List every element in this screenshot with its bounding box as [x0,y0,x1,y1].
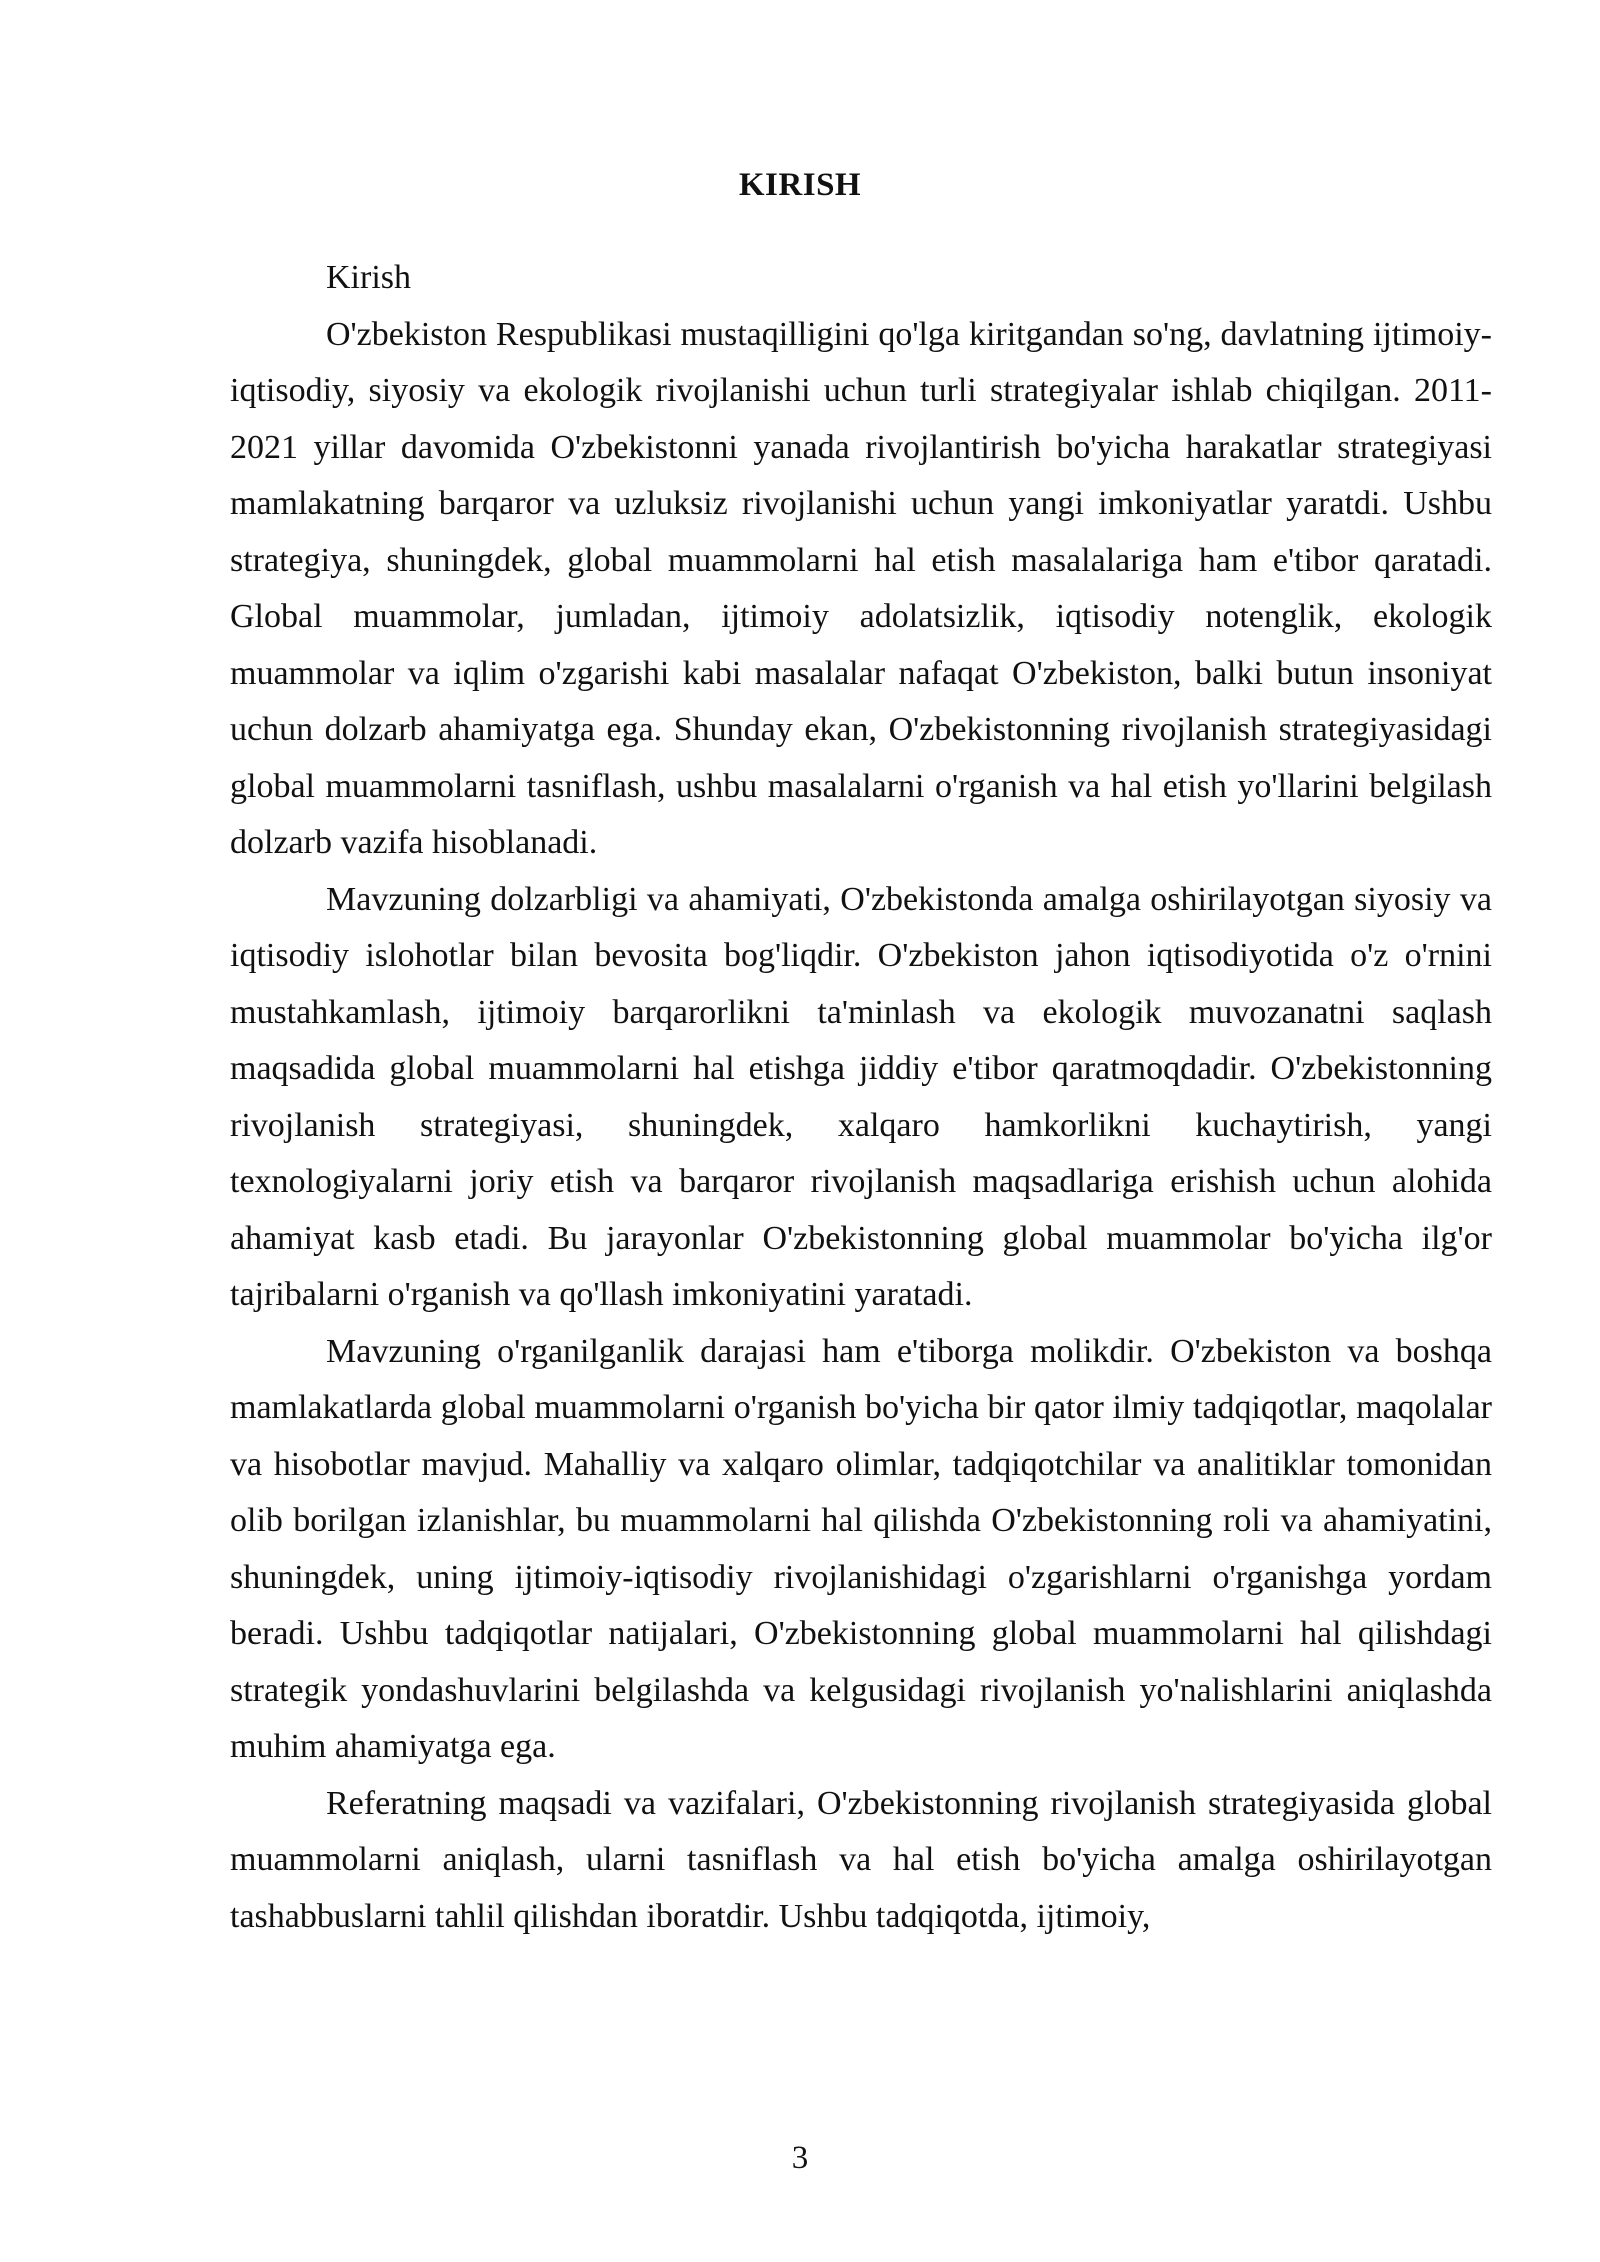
paragraph-relevance: Mavzuning dolzarbligi va ahamiyati, O'zbekistonda amalga oshirilayotgan siyosiy va iqtisodiy islohotlar bilan bevosita bog'liqdir. O'zbekiston jahon iqtisodiyotida o'z o'rnini mustahkamlash, ijtimoiy barqarorlikni ta'minlash va ekologik muvozanatni saqlash maqsadida global muammolarni hal etishga jiddiy e'tibor qaratmoqdadir. O'zbekistonning rivojlanish strategiyasi, shuningdek, xalqaro hamkorlikni kuchaytirish, yangi texnologiyalarni joriy etish va barqaror rivojlanish maqsadlariga erishish uchun alohida ahamiyat kasb etadi. Bu jarayonlar O'zbekistonning global muammolar bo'yicha ilg'or tajribalarni o'rganish va qo'llash imkoniyatini yaratadi. [230,880,1492,1313]
paragraph-intro: O'zbekiston Respublikasi mustaqilligini qo'lga kiritgandan so'ng, davlatning ijtimoiy-iqtisodiy, siyosiy va ekologik rivojlanishi uchun turli strategiyalar ishlab chiqilgan. 2011-2021 yillar davomida O'zbekistonni yanada rivojlantirish bo'yicha harakatlar strategiyasi mamlakatning barqaror va uzluksiz rivojlanishi uchun yangi imkoniyatlar yaratdi. Ushbu strategiya, shuningdek, global muammolarni hal etish masalalariga ham e'tibor qaratadi. Global muammolar, jumladan, ijtimoiy adolatsizlik, iqtisodiy notenglik, ekologik muammolar va iqlim o'zgarishi kabi masalalar nafaqat O'zbekiston, balki butun insoniyat uchun dolzarb ahamiyatga ega. Shunday ekan, O'zbekistonning rivojlanish strategiyasidagi global muammolarni tasniflash, ushbu masalalarni o'rganish va hal etish yo'llarini belgilash dolzarb vazifa hisoblanadi. [230,315,1492,861]
section-subheading: Kirish [326,259,411,296]
page-number: 3 [791,2140,809,2176]
document-body [230,250,1492,1945]
paragraph-study-degree: Mavzuning o'rganilganlik darajasi ham e'tiborga molikdir. O'zbekiston va boshqa mamlakatlarda global muammolarni o'rganish bo'yicha bir qator ilmiy tadqiqotlar, maqolalar va hisobotlar mavjud. Mahalliy va xalqaro olimlar, tadqiqotchilar va analitiklar tomonidan olib borilgan izlanishlar, bu muammolarni hal qilishda O'zbekistonning roli va ahamiyatini, shuningdek, uning ijtimoiy-iqtisodiy rivojlanishidagi o'zgarishlarni o'rganishga yordam beradi. Ushbu tadqiqotlar natijalari, O'zbekistonning global muammolarni hal qilishdagi strategik yondashuvlarini belgilashda va kelgusidagi rivojlanish yo'nalishlarini aniqlashda muhim ahamiyatga ega. [230,1332,1492,1765]
page-title: KIRISH [738,167,862,203]
paragraph-goals: Referatning maqsadi va vazifalari, O'zbekistonning rivojlanish strategiyasida global muammolarni aniqlash, ularni tasniflash va hal etish bo'yicha amalga oshirilayotgan tashabbuslarni tahlil qilishdan iboratdir. Ushbu tadqiqotda, ijtimoiy, [230,1784,1492,1935]
